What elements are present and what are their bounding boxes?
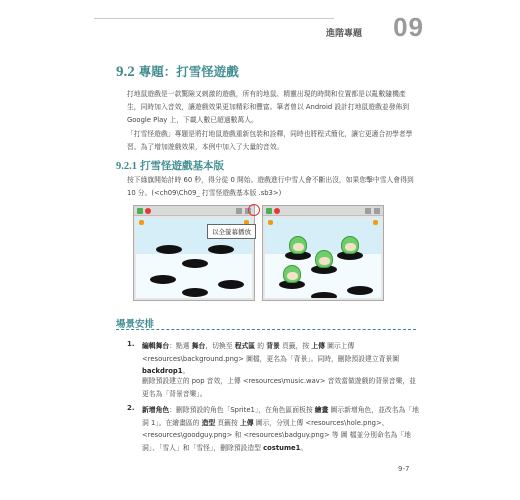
green-flag-icon [266,208,272,214]
hole [150,275,176,284]
hole [311,292,337,298]
stop-icon [145,208,151,214]
subsection-title: 打雪怪遊戲基本版 [140,160,224,172]
hole [182,259,208,268]
fullscreen-callout: 以全螢幕播放 [207,224,256,239]
game-stage [265,218,381,298]
subsection-heading [116,158,224,173]
item-number: 1. [127,340,135,348]
timer-display [373,220,378,225]
intro-paragraph-1: 打地鼠遊戲是一款驚險又刺激的遊戲，所有的地鼠、精靈出現的時間和位置都是以亂數隨機產生，同時加入音效，讓遊戲效果更加精彩和豐富。筆者曾以 Android 設計打地鼠遊戲並發佈到 Google Play 上，下載人數已超過數萬人。 [127,90,410,124]
header-rule [94,18,334,19]
scratch-toolbar [134,206,254,216]
scene-heading-rule [116,329,416,330]
hole [218,280,244,289]
hole [156,245,182,254]
stage-size-icon [365,208,371,214]
page-header [94,14,424,44]
hole [208,245,234,254]
fullscreen-icon [374,208,380,214]
intro-paragraph-2: 「打雪怪遊戲」專題是將打地鼠遊戲重新包裝和詮釋，同時也將程式簡化，讓它更適合初學者學習。為了增加遊戲效果，本例中加入了大量的音效。 [127,130,413,151]
page-number: 9-7 [398,465,410,473]
score-display [268,220,273,225]
green-flag-icon [137,208,143,214]
hole [347,286,373,295]
snowman-sprite [315,250,333,268]
chapter-number: 09 [393,12,424,42]
stage-size-icon [236,208,242,214]
section-number: 9.2 [116,64,135,80]
snowman-sprite [341,236,359,254]
fullscreen-highlight-ring [248,204,260,216]
step-edit-stage-sound: 刪除預設建立的 pop 音效，上傳 <resources\music.wav> 音效當做遊戲的背景音樂，並更名為「背景音樂」。 [142,377,416,398]
step-edit-stage: 編輯舞台：點選 舞台，切換至 程式區 的 背景 頁籤，按 上傳 圖示上傳 <resources\background.png> 圖檔，更名為「背景」。同時，刪除預設建立背景圖 backdrop1。 [142,342,400,375]
step-add-sprite: 新增角色：刪除預設的角色「Sprite1」，在角色區面板按 繪畫 圖示新增角色，並改名為「地洞 1」。在繪畫區的 造型 頁籤按 上傳 圖示，分別上傳 <resources\hole.png>、<resources\goodguy.png> 和 <resources\badguy.png> 等 圖 檔並分別命名為「地洞」、「雪人」和「雪怪」，刪除預設造型 costume1。 [142,406,419,452]
score-display [139,220,144,225]
scratch-toolbar [263,206,383,216]
stop-icon [274,208,280,214]
section-title: 專題：打雪怪遊戲 [138,64,239,79]
game-screenshot-start [133,205,255,301]
item-number: 2. [127,404,135,412]
chapter-label: 進階專題 [325,29,362,39]
section-heading [116,62,239,81]
scene-heading: 場景安排 [116,319,155,330]
hole [182,288,208,297]
subsection-paragraph: 按下綠旗開始計時 60 秒，得分從 0 開始。遊戲進行中雪人會不斷出沒，如果您擊中雪人會得到 10 分。(<ch09\Ch09_ 打雪怪遊戲基本版 .sb3>) [127,176,414,197]
subsection-number: 9.2.1 [116,161,137,172]
game-screenshot-playing [262,205,384,301]
snowman-sprite [283,265,301,283]
snowman-sprite [289,236,307,254]
